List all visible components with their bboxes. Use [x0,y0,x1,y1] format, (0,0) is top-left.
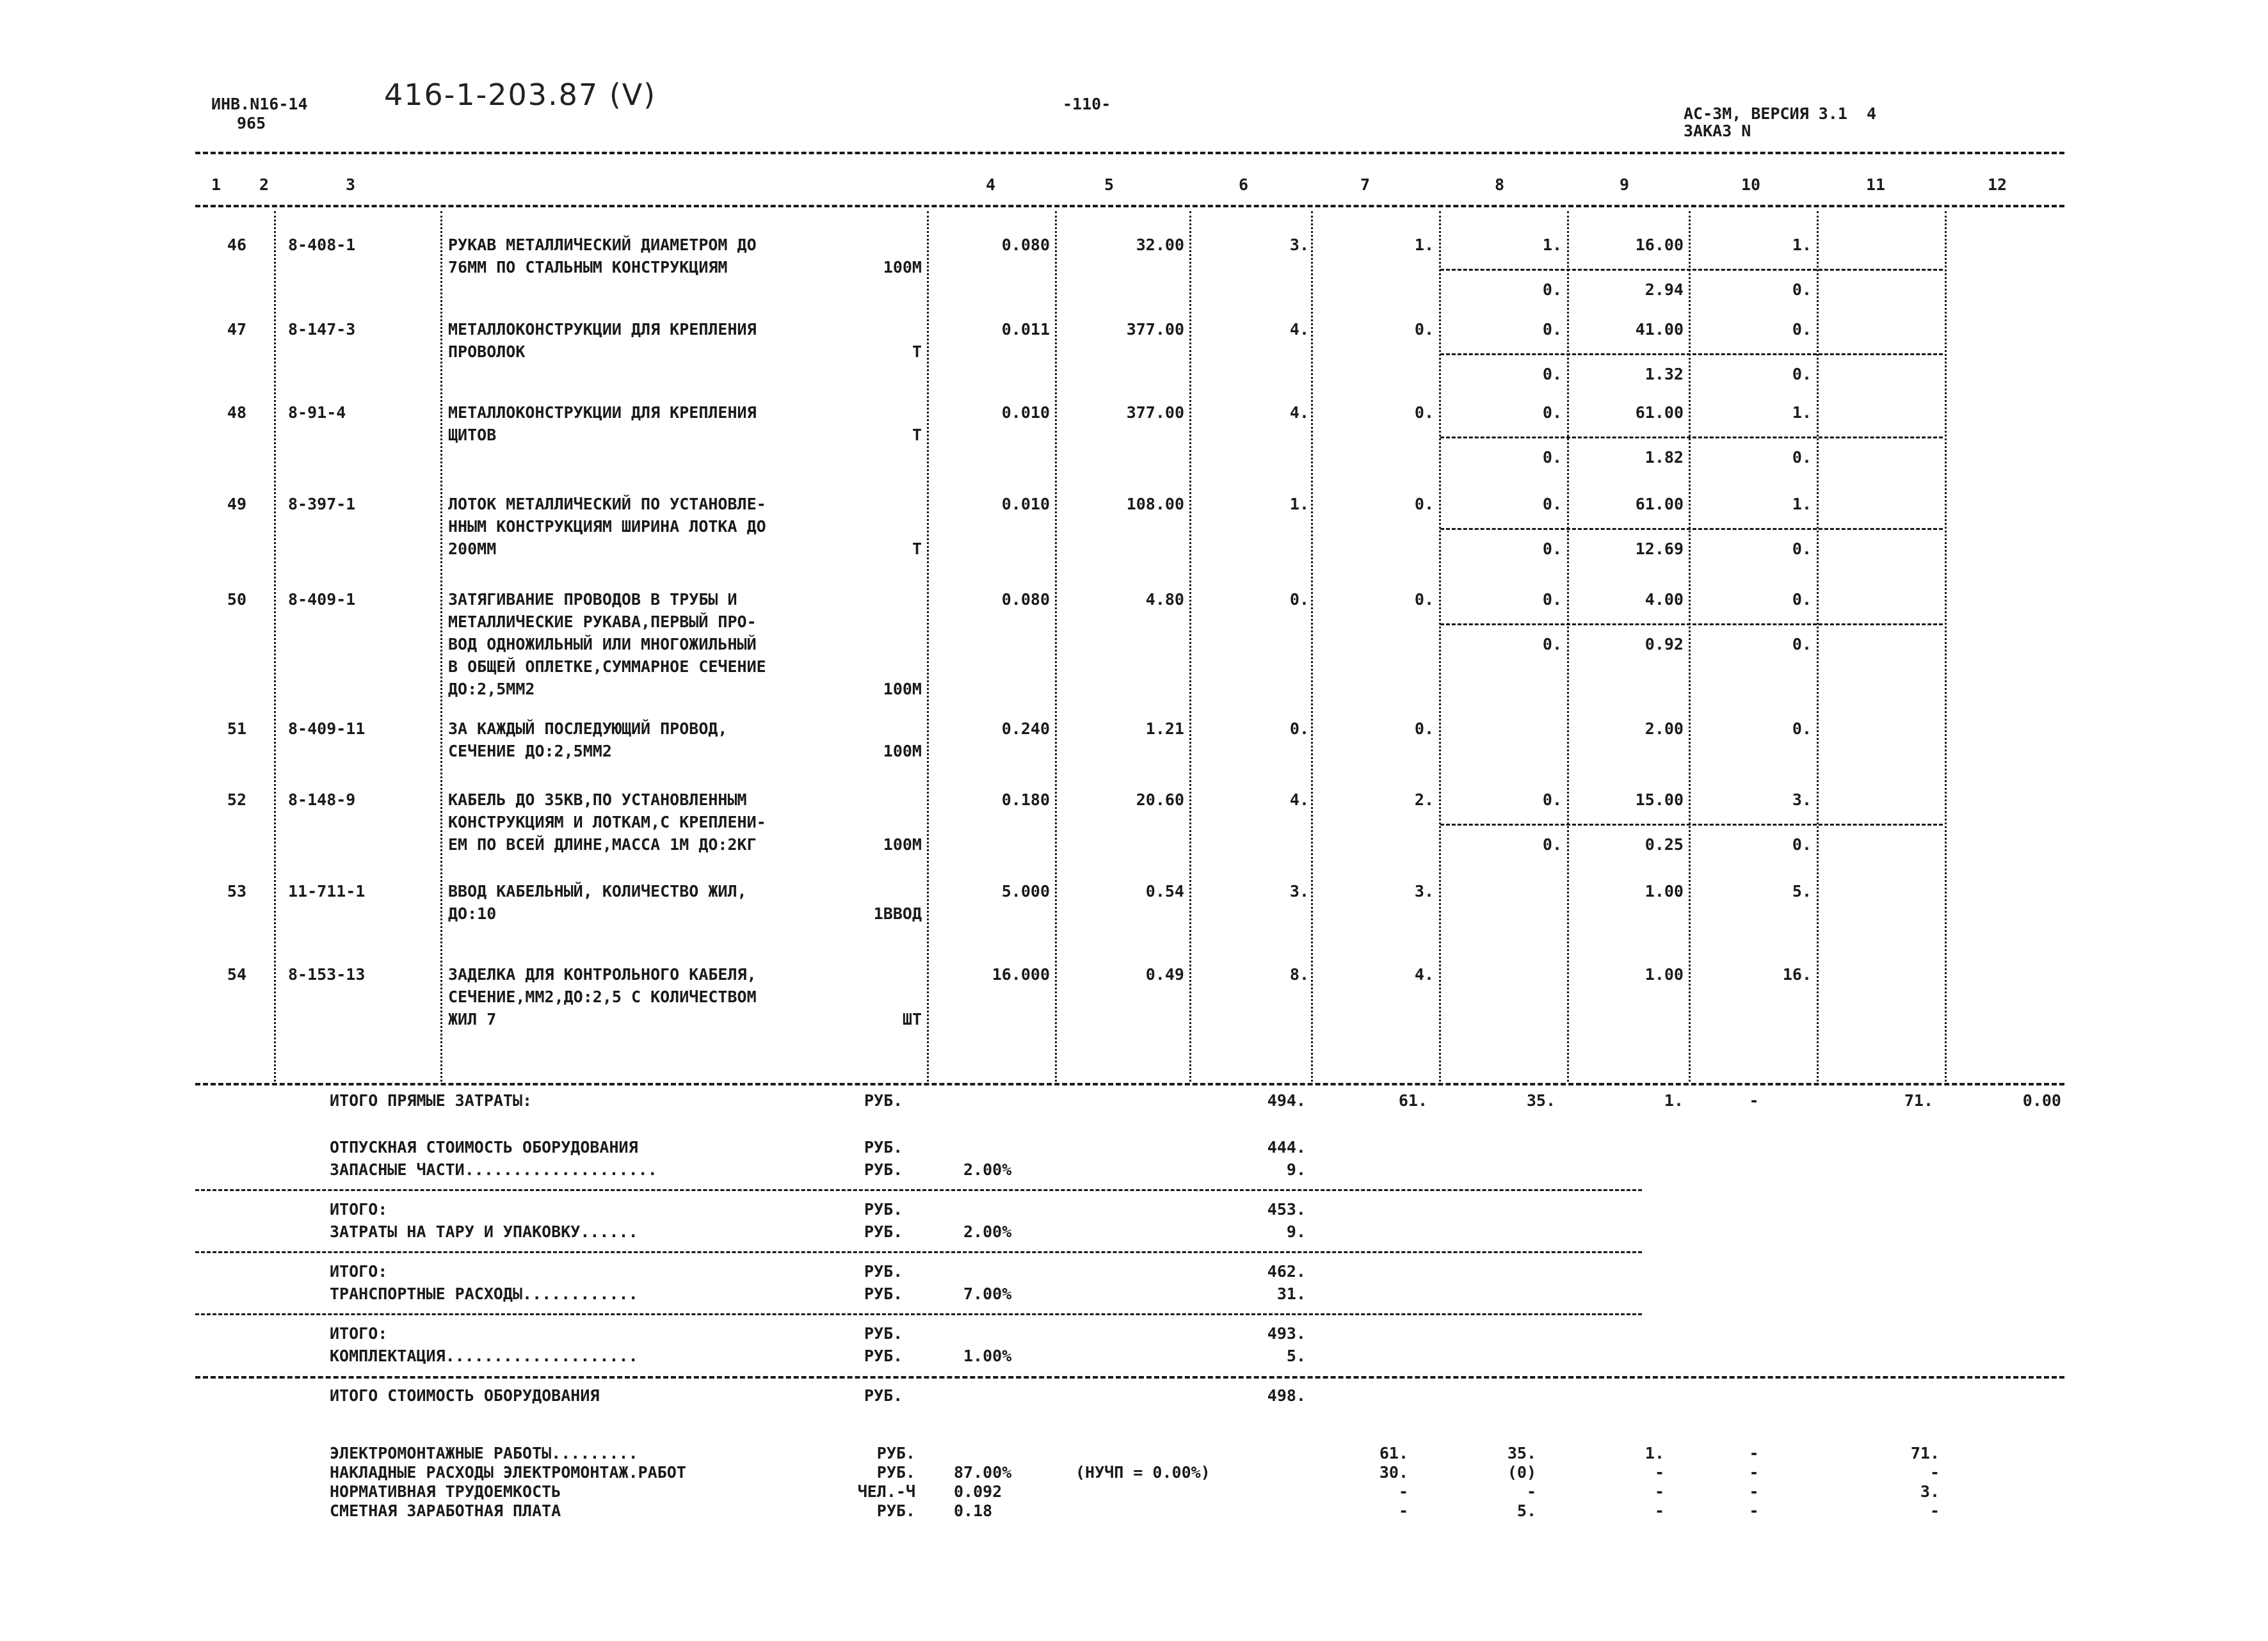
row-col4: 0.240 [1001,719,1050,738]
subrow-rule [1440,623,1943,625]
row-col8: 0. [1414,320,1434,339]
subrow-rule [1440,824,1943,826]
subtotal-rule-2 [195,1251,1642,1253]
subtotal-rule-3 [195,1313,1642,1315]
row-description-line: СЕЧЕНИЕ,ММ2,ДО:2,5 С КОЛИЧЕСТВОМ [448,988,757,1006]
row-col4: 5.000 [1001,882,1050,901]
summary-note: (НУЧП = 0.00%) [1075,1463,1210,1482]
row-col7: 3. [1289,882,1309,901]
row-col8: 1. [1414,236,1434,254]
summary-col9: 1. [1645,1444,1664,1462]
row-col4: 0.080 [1001,590,1050,609]
summary-unit: РУБ. [876,1501,915,1520]
row-unit: ШТ [902,1010,922,1029]
row-sub-col10: 12.69 [1635,540,1684,558]
equip-total-rule [195,1376,2064,1379]
row-col11: 5. [1792,882,1812,901]
subrow-rule [1440,436,1943,438]
direct-costs-col7: 61. [1398,1091,1428,1110]
row-sub-col9: 0. [1542,835,1562,854]
column-number: 2 [259,175,269,194]
row-unit: 1ВВОД [873,904,922,923]
transport-pct: 7.00% [963,1285,1012,1303]
packaging-unit: РУБ. [864,1222,903,1241]
row-col5: 1.21 [1145,719,1184,738]
col-sep [274,211,276,1082]
spare-parts-value: 9. [1286,1160,1306,1179]
row-col7: 8. [1289,965,1309,984]
row-description-line: МЕТАЛЛИЧЕСКИЕ РУКАВА,ПЕРВЫЙ ПРО- [448,612,757,631]
row-col9: 1. [1542,236,1562,254]
row-code: 8-91-4 [288,403,346,422]
row-col10: 41.00 [1635,320,1684,339]
row-col11: 0. [1792,320,1812,339]
summary-col11: - [1929,1463,1940,1482]
column-number: 5 [1104,175,1114,194]
row-col10: 61.00 [1635,403,1684,422]
summary-col9: - [1654,1463,1664,1482]
row-col7: 3. [1289,236,1309,254]
row-description-line: ДО:2,5ММ2 [448,680,535,698]
col-sep [1189,211,1191,1082]
row-unit: 100М [883,835,922,854]
row-description-line: ВВОД КАБЕЛЬНЫЙ, КОЛИЧЕСТВО ЖИЛ, [448,882,747,901]
summary-col8: (0) [1507,1463,1536,1482]
row-description-line: ЕМ ПО ВСЕЙ ДЛИНЕ,МАССА 1М ДО:2КГ [448,835,757,854]
row-sub-col9: 0. [1542,365,1562,383]
row-col11: 16. [1782,965,1812,984]
completion-value: 5. [1286,1347,1306,1365]
row-unit: Т [912,426,922,444]
row-col7: 4. [1289,320,1309,339]
system-version: АС-3М, ВЕРСИЯ 3.1 4 [1684,104,1877,123]
row-number: 54 [227,965,246,984]
row-col7: 4. [1289,403,1309,422]
row-sub-col11: 0. [1792,540,1812,558]
equip-price-label: ОТПУСКНАЯ СТОИМОСТЬ ОБОРУДОВАНИЯ [330,1138,638,1157]
row-col9: 0. [1542,495,1562,513]
row-col11: 1. [1792,495,1812,513]
row-col8: 2. [1414,790,1434,809]
row-code: 8-147-3 [288,320,356,339]
summary-col9: - [1654,1482,1664,1501]
packaging-pct: 2.00% [963,1222,1012,1241]
summary-label: НОРМАТИВНАЯ ТРУДОЕМКОСТЬ [330,1482,561,1501]
row-description-line: КОНСТРУКЦИЯМ И ЛОТКАМ,С КРЕПЛЕНИ- [448,813,766,831]
summary-col11: 3. [1920,1482,1940,1501]
handwritten-project-code: 416-1-203.87 (V) [384,77,657,112]
spare-parts-label: ЗАПАСНЫЕ ЧАСТИ.................... [330,1160,657,1179]
summary-unit: РУБ. [876,1444,915,1462]
page-number: -110- [1063,95,1111,113]
row-col10: 16.00 [1635,236,1684,254]
summary-col8: - [1526,1482,1536,1501]
subtotal-1-unit: РУБ. [864,1200,903,1219]
subtotal-3-label: ИТОГО: [330,1324,388,1343]
row-col4: 0.180 [1001,790,1050,809]
row-description-line: МЕТАЛЛОКОНСТРУКЦИИ ДЛЯ КРЕПЛЕНИЯ [448,403,757,422]
summary-col8: 5. [1516,1501,1536,1520]
packaging-label: ЗАТРАТЫ НА ТАРУ И УПАКОВКУ...... [330,1222,638,1241]
row-col9: 0. [1542,320,1562,339]
completion-pct: 1.00% [963,1347,1012,1365]
row-description-line: ЖИЛ 7 [448,1010,497,1029]
row-sub-col10: 0.92 [1645,635,1684,653]
subtotal-3-value: 493. [1267,1324,1306,1343]
equip-price-unit: РУБ. [864,1138,903,1157]
col-sep [1311,211,1313,1082]
summary-col8: 35. [1507,1444,1536,1462]
row-description-line: РУКАВ МЕТАЛЛИЧЕСКИЙ ДИАМЕТРОМ ДО [448,236,757,254]
row-col5: 0.54 [1145,882,1184,901]
row-description-line: ВОД ОДНОЖИЛЬНЫЙ ИЛИ МНОГОЖИЛЬНЫЙ [448,635,757,653]
column-number: 3 [346,175,356,194]
row-col8: 0. [1414,495,1434,513]
row-code: 8-397-1 [288,495,356,513]
row-col9: 0. [1542,790,1562,809]
row-col7: 1. [1289,495,1309,513]
row-col5: 4.80 [1145,590,1184,609]
summary-label: СМЕТНАЯ ЗАРАБОТНАЯ ПЛАТА [330,1501,561,1520]
row-col5: 377.00 [1126,320,1184,339]
row-col11: 0. [1792,719,1812,738]
row-col4: 0.010 [1001,495,1050,513]
row-sub-col11: 0. [1792,280,1812,299]
column-number: 8 [1495,175,1505,194]
completion-unit: РУБ. [864,1347,903,1365]
col-sep [1817,211,1819,1082]
transport-label: ТРАНСПОРТНЫЕ РАСХОДЫ............ [330,1285,638,1303]
row-code: 11-711-1 [288,882,366,901]
row-unit: Т [912,342,922,361]
subrow-rule [1440,528,1943,530]
subtotal-1-label: ИТОГО: [330,1200,388,1219]
column-number: 11 [1866,175,1886,194]
row-sub-col11: 0. [1792,835,1812,854]
row-code: 8-153-13 [288,965,366,984]
column-number: 10 [1741,175,1761,194]
column-number: 7 [1360,175,1371,194]
summary-col10: - [1749,1501,1759,1520]
row-number: 50 [227,590,246,609]
summary-col7: 61. [1379,1444,1408,1462]
row-number: 49 [227,495,246,513]
row-col11: 1. [1792,403,1812,422]
row-number: 52 [227,790,246,809]
row-col8: 0. [1414,403,1434,422]
transport-unit: РУБ. [864,1285,903,1303]
row-sub-col10: 2.94 [1645,280,1684,299]
row-sub-col9: 0. [1542,280,1562,299]
row-col8: 3. [1414,882,1434,901]
transport-value: 31. [1276,1285,1306,1303]
row-description-line: ПРОВОЛОК [448,342,526,361]
summary-col11: - [1929,1501,1940,1520]
col-sep [440,211,442,1082]
row-description-line: МЕТАЛЛОКОНСТРУКЦИИ ДЛЯ КРЕПЛЕНИЯ [448,320,757,339]
row-col4: 0.080 [1001,236,1050,254]
row-sub-col11: 0. [1792,635,1812,653]
row-description-line: ЩИТОВ [448,426,497,444]
totals-rule [195,1083,2064,1085]
row-description-line: ЗАТЯГИВАНИЕ ПРОВОДОВ В ТРУБЫ И [448,590,737,609]
row-col10: 1.00 [1645,882,1684,901]
row-number: 46 [227,236,246,254]
spare-parts-pct: 2.00% [963,1160,1012,1179]
row-col10: 4.00 [1645,590,1684,609]
row-col4: 16.000 [992,965,1050,984]
subrow-rule [1440,353,1943,355]
summary-label: НАКЛАДНЫЕ РАСХОДЫ ЭЛЕКТРОМОНТАЖ.РАБОТ [330,1463,686,1482]
row-unit: 100М [883,680,922,698]
row-code: 8-148-9 [288,790,356,809]
direct-costs-col11: 71. [1904,1091,1933,1110]
completion-label: КОМПЛЕКТАЦИЯ.................... [330,1347,638,1365]
row-description-line: ЗАДЕЛКА ДЛЯ КОНТРОЛЬНОГО КАБЕЛЯ, [448,965,757,984]
equip-total-value: 498. [1267,1386,1306,1405]
direct-costs-col9: 1. [1664,1091,1684,1110]
row-col11: 1. [1792,236,1812,254]
row-sub-col10: 1.32 [1645,365,1684,383]
summary-col10: - [1749,1444,1759,1462]
summary-label: ЭЛЕКТРОМОНТАЖНЫЕ РАБОТЫ......... [330,1444,638,1462]
row-col10: 15.00 [1635,790,1684,809]
direct-costs-col6: 494. [1267,1091,1306,1110]
column-number: 4 [986,175,996,194]
row-sub-col11: 0. [1792,365,1812,383]
row-unit: Т [912,540,922,558]
row-sub-col9: 0. [1542,448,1562,467]
row-sub-col11: 0. [1792,448,1812,467]
row-col5: 20.60 [1136,790,1184,809]
row-col5: 32.00 [1136,236,1184,254]
summary-rate: 0.18 [954,1501,993,1520]
row-col10: 2.00 [1645,719,1684,738]
column-number: 9 [1620,175,1630,194]
row-col8: 0. [1414,719,1434,738]
direct-costs-label: ИТОГО ПРЯМЫЕ ЗАТРАТЫ: [330,1091,533,1110]
column-number: 12 [1988,175,2007,194]
row-col5: 0.49 [1145,965,1184,984]
col-sep [927,211,929,1082]
summary-col11: 71. [1910,1444,1940,1462]
row-description-line: 200ММ [448,540,497,558]
row-col9: 0. [1542,403,1562,422]
order-number: ЗАКАЗ N [1684,122,1751,140]
summary-unit: РУБ. [876,1463,915,1482]
row-description-line: КАБЕЛЬ ДО 35КВ,ПО УСТАНОВЛЕННЫМ [448,790,747,809]
row-number: 51 [227,719,246,738]
row-col8: 4. [1414,965,1434,984]
row-col5: 108.00 [1126,495,1184,513]
row-col11: 3. [1792,790,1812,809]
summary-col10: - [1749,1482,1759,1501]
row-col4: 0.010 [1001,403,1050,422]
summary-col7: 30. [1379,1463,1408,1482]
summary-col9: - [1654,1501,1664,1520]
summary-rate: 0.092 [954,1482,1002,1501]
row-col7: 0. [1289,590,1309,609]
row-col5: 377.00 [1126,403,1184,422]
row-unit: 100М [883,258,922,276]
equip-total-label: ИТОГО СТОИМОСТЬ ОБОРУДОВАНИЯ [330,1386,600,1405]
row-number: 47 [227,320,246,339]
row-description-line: В ОБЩЕЙ ОПЛЕТКЕ,СУММАРНОЕ СЕЧЕНИЕ [448,657,766,676]
row-number: 48 [227,403,246,422]
direct-costs-col8: 35. [1526,1091,1556,1110]
spare-parts-unit: РУБ. [864,1160,903,1179]
row-col11: 0. [1792,590,1812,609]
column-number: 1 [211,175,221,194]
summary-unit: ЧЕЛ.-Ч [857,1482,915,1501]
row-col9: 0. [1542,590,1562,609]
row-col10: 1.00 [1645,965,1684,984]
packaging-value: 9. [1286,1222,1306,1241]
row-description-line: 76ММ ПО СТАЛЬНЫМ КОНСТРУКЦИЯМ [448,258,728,276]
col-sep [1945,211,1947,1082]
header-rule-bottom [195,205,2064,207]
direct-costs-col12: 0.00 [2022,1091,2061,1110]
subtotal-1-value: 453. [1267,1200,1306,1219]
direct-costs-col10: - [1749,1091,1759,1110]
row-description-line: ЗА КАЖДЫЙ ПОСЛЕДУЮЩИЙ ПРОВОД, [448,719,728,738]
row-sub-col10: 0.25 [1645,835,1684,854]
row-sub-col9: 0. [1542,540,1562,558]
inventory-number: ИНВ.N16-14 [211,95,308,113]
subtotal-2-value: 462. [1267,1262,1306,1281]
row-description-line: ЛОТОК МЕТАЛЛИЧЕСКИЙ ПО УСТАНОВЛЕ- [448,495,766,513]
header-rule-top [195,152,2064,154]
subtotal-3-unit: РУБ. [864,1324,903,1343]
row-unit: 100М [883,742,922,760]
row-code: 8-408-1 [288,236,356,254]
row-col7: 4. [1289,790,1309,809]
summary-col10: - [1749,1463,1759,1482]
row-col8: 0. [1414,590,1434,609]
row-col10: 61.00 [1635,495,1684,513]
column-number: 6 [1239,175,1249,194]
row-description-line: СЕЧЕНИЕ ДО:2,5ММ2 [448,742,612,760]
row-description-line: ДО:10 [448,904,497,923]
row-col4: 0.011 [1001,320,1050,339]
summary-col7: - [1398,1501,1408,1520]
row-number: 53 [227,882,246,901]
equip-price-value: 444. [1267,1138,1306,1157]
row-sub-col9: 0. [1542,635,1562,653]
inventory-number-2: 965 [237,114,266,132]
subtotal-rule-1 [195,1189,1642,1191]
summary-rate: 87.00% [954,1463,1012,1482]
subrow-rule [1440,269,1943,271]
row-code: 8-409-1 [288,590,356,609]
row-col7: 0. [1289,719,1309,738]
row-sub-col10: 1.82 [1645,448,1684,467]
equip-total-unit: РУБ. [864,1386,903,1405]
subtotal-2-unit: РУБ. [864,1262,903,1281]
row-code: 8-409-11 [288,719,366,738]
row-description-line: ННЫМ КОНСТРУКЦИЯМ ШИРИНА ЛОТКА ДО [448,517,766,536]
subtotal-2-label: ИТОГО: [330,1262,388,1281]
col-sep [1055,211,1057,1082]
summary-col7: - [1398,1482,1408,1501]
direct-costs-unit: РУБ. [864,1091,903,1110]
